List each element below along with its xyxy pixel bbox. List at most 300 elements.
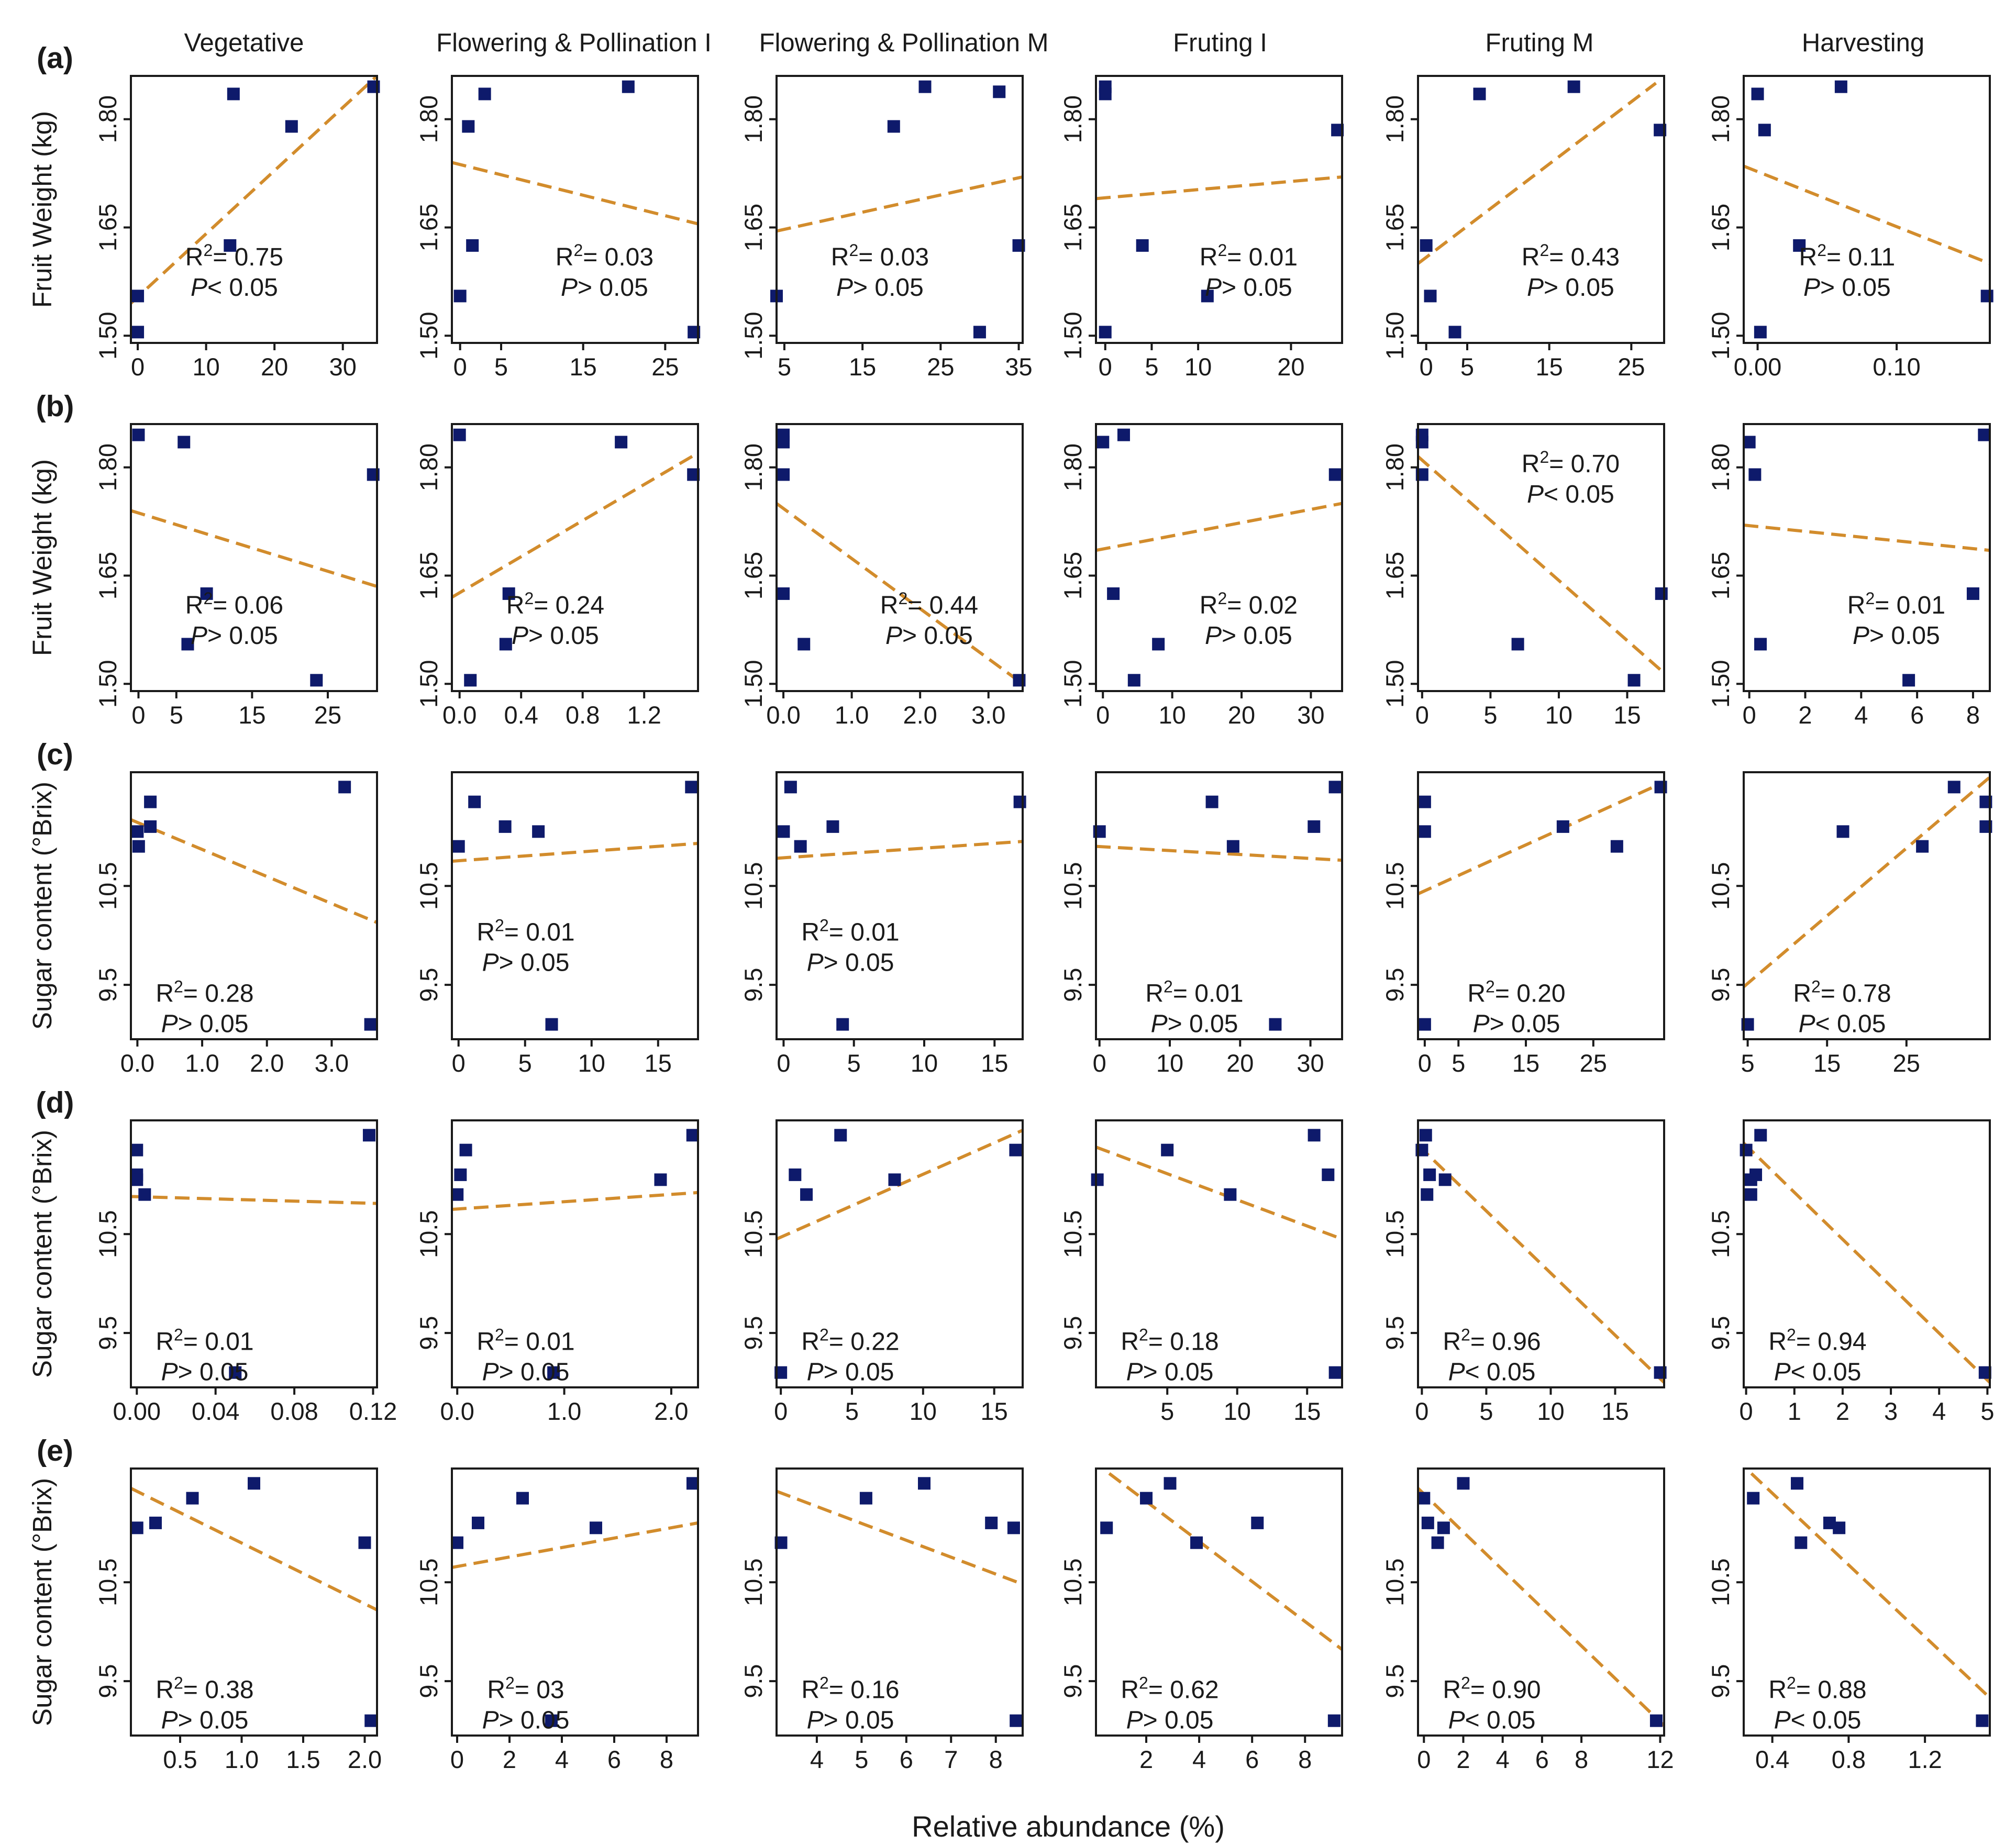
y-tick-label: 1.80 (94, 443, 121, 492)
y-tick-label: 1.65 (1707, 551, 1734, 600)
x-tick-label: 0 (1092, 1049, 1106, 1077)
x-tick-label: 2 (1139, 1745, 1154, 1773)
row-label: (a) (37, 41, 73, 75)
x-tick-label: 15 (1813, 1049, 1841, 1077)
x-tick-label: 0 (1739, 1397, 1753, 1425)
y-tick-label: 9.5 (415, 1664, 442, 1698)
panel-frame (1744, 76, 1990, 343)
y-tick-label: 10.5 (1381, 1210, 1409, 1258)
p-value-label: P> 0.05 (885, 622, 973, 650)
x-tick-label: 6 (607, 1745, 622, 1773)
data-point (144, 820, 157, 833)
p-value-label: P> 0.05 (1204, 622, 1292, 650)
data-point (794, 840, 807, 853)
data-point (363, 1129, 375, 1141)
regression-line (1744, 525, 1990, 550)
x-tick-label: 0.5 (163, 1745, 197, 1773)
r-squared-label: $R^2= 0.75$ (185, 241, 284, 272)
x-tick-label: 5 (1741, 1049, 1755, 1077)
x-tick-label: 15 (1512, 1049, 1540, 1077)
x-tick-label: 10 (1223, 1397, 1251, 1425)
p-value-label: P> 0.05 (190, 622, 278, 650)
data-point (1611, 840, 1623, 853)
x-tick-label: 5 (845, 1397, 859, 1425)
data-point (1308, 820, 1320, 833)
x-tick-label: 5 (1452, 1049, 1466, 1077)
x-tick-label: 15 (1613, 701, 1641, 729)
y-tick-label: 9.5 (1059, 968, 1087, 1002)
data-point (1224, 1188, 1236, 1201)
r-squared-label: $R^2= 0.01$ (477, 1325, 575, 1356)
x-tick-label: 0.10 (1873, 353, 1921, 381)
scatter-panel (415, 76, 700, 381)
y-tick-label: 10.5 (415, 1558, 442, 1606)
data-point (186, 1492, 199, 1505)
data-point (1981, 290, 1993, 302)
data-point (460, 1144, 472, 1156)
y-tick-label: 9.5 (415, 1316, 442, 1350)
r-squared-label: $R^2= 0.01$ (156, 1325, 254, 1356)
y-tick-label: 1.80 (1707, 95, 1734, 143)
x-tick-label: 4 (1932, 1397, 1946, 1425)
column-titles (184, 29, 1925, 57)
r-squared-label: $R^2= 0.78$ (1793, 977, 1891, 1008)
x-tick-label: 0.4 (504, 701, 538, 729)
x-tick-label: 30 (329, 353, 357, 381)
x-tick-label: 3.0 (971, 701, 1006, 729)
panel-frame (777, 76, 1023, 343)
x-tick-label: 15 (848, 353, 877, 381)
x-axis-label: Relative abundance (%) (912, 1810, 1225, 1843)
y-tick-label: 10.5 (1059, 1558, 1087, 1606)
data-point (464, 674, 477, 686)
scatter-panel (1059, 1469, 1342, 1773)
y-tick-label: 1.50 (94, 312, 121, 360)
data-point (777, 587, 790, 600)
y-tick-label: 10.5 (1059, 1210, 1087, 1258)
y-tick-label: 10.5 (1381, 1558, 1409, 1606)
regression-line (452, 1523, 698, 1567)
x-tick-label: 0 (1098, 353, 1112, 381)
p-value-label: P< 0.05 (1526, 480, 1614, 508)
r-squared-label: $R^2= 0.70$ (1521, 447, 1620, 478)
p-value-label: P> 0.05 (836, 274, 924, 302)
r-squared-label: $R^2= 0.06$ (185, 589, 284, 620)
p-value-label: P> 0.05 (482, 949, 570, 977)
x-tick-label: 7 (944, 1745, 958, 1773)
p-value-label: P< 0.05 (1448, 1358, 1536, 1386)
y-tick-label: 9.5 (1707, 968, 1734, 1002)
data-point (359, 1537, 371, 1549)
data-point (1745, 1188, 1757, 1201)
r-squared-label: $R^2= 0.94$ (1768, 1325, 1867, 1356)
row-label: (d) (36, 1086, 74, 1119)
x-tick-label: 0.0 (120, 1049, 155, 1077)
data-point (797, 638, 810, 650)
p-value-label: P< 0.05 (190, 274, 278, 302)
y-tick-label: 1.65 (94, 203, 121, 252)
scatter-panel (1707, 424, 1990, 729)
x-tick-label: 20 (261, 353, 289, 381)
data-point (144, 796, 157, 808)
y-tick-label: 1.80 (415, 443, 442, 492)
y-tick-label: 1.80 (1707, 443, 1734, 492)
r-squared-label: $R^2= 0.03$ (555, 241, 654, 272)
data-point (454, 1169, 467, 1181)
row-label: (c) (37, 738, 73, 771)
panel-frame (1096, 76, 1342, 343)
scatter-panel (415, 772, 698, 1077)
x-tick-label: 15 (644, 1049, 672, 1077)
x-tick-label: 0 (451, 1049, 466, 1077)
x-tick-label: 0.8 (566, 701, 600, 729)
scatter-panel (94, 424, 380, 729)
column-title: Harvesting (1801, 29, 1925, 57)
x-tick-label: 12 (1646, 1745, 1674, 1773)
y-axis-label: Fruit Weight (kg) (27, 111, 57, 308)
row-label: (b) (36, 390, 74, 423)
p-value-label: P> 0.05 (560, 274, 648, 302)
r-squared-label: $R^2= 0.01$ (801, 916, 900, 947)
x-tick-label: 25 (314, 701, 342, 729)
data-point (860, 1492, 872, 1505)
y-tick-label: 1.50 (94, 660, 121, 708)
y-tick-label: 10.5 (94, 862, 121, 910)
data-point (1568, 81, 1580, 93)
x-tick-label: 0.08 (270, 1397, 318, 1425)
data-point (1206, 796, 1219, 808)
y-tick-label: 1.80 (1381, 95, 1409, 143)
y-tick-label: 9.5 (739, 968, 767, 1002)
data-point (1835, 81, 1847, 93)
x-tick-label: 0 (1415, 1397, 1429, 1425)
y-tick-label: 1.65 (739, 551, 767, 600)
data-point (1328, 1715, 1341, 1727)
p-value-label: P> 0.05 (482, 1706, 570, 1734)
y-tick-label: 1.50 (1381, 312, 1409, 360)
scatter-panel (415, 1120, 699, 1425)
x-tick-label: 10 (1184, 353, 1212, 381)
x-tick-label: 2.0 (654, 1397, 689, 1425)
data-point (130, 1173, 143, 1186)
r-squared-label: $R^2= 0.01$ (1199, 241, 1298, 272)
data-point (1419, 1018, 1431, 1031)
data-point (622, 81, 635, 93)
data-point (1107, 587, 1120, 600)
data-point (338, 781, 351, 793)
x-tick-label: 8 (1298, 1745, 1312, 1773)
scatter-panel (1059, 772, 1342, 1077)
r-squared-label: $R^2= 0.62$ (1121, 1673, 1219, 1704)
y-tick-label: 9.5 (1381, 968, 1409, 1002)
y-tick-label: 1.65 (1059, 551, 1087, 600)
data-point (1417, 1492, 1430, 1505)
x-tick-label: 5 (855, 1745, 869, 1773)
scatter-panel (739, 772, 1026, 1077)
y-tick-label: 9.5 (94, 1316, 121, 1350)
scatter-panel (1059, 424, 1342, 729)
x-tick-label: 2.0 (347, 1745, 382, 1773)
x-tick-label: 0 (1417, 1745, 1431, 1773)
p-value-label: P> 0.05 (1150, 1010, 1238, 1038)
x-tick-label: 5 (777, 353, 791, 381)
r-squared-label: $R^2= 0.03$ (830, 241, 929, 272)
data-point (1557, 820, 1569, 833)
y-axis-labels (27, 111, 57, 1726)
data-point (453, 429, 466, 441)
r-squared-label: $R^2= 0.90$ (1443, 1673, 1541, 1704)
x-tick-label: 30 (1297, 701, 1325, 729)
scatter-panel (1707, 1120, 1994, 1425)
data-point (1747, 1492, 1759, 1505)
data-point (888, 1173, 901, 1186)
p-value-label: P< 0.05 (1774, 1358, 1862, 1386)
r-squared-label: $R^2= 0.88$ (1768, 1673, 1867, 1704)
y-tick-label: 1.65 (1381, 551, 1409, 600)
data-point (546, 1018, 558, 1031)
data-point (1437, 1521, 1450, 1534)
data-point (1948, 781, 1960, 793)
x-tick-label: 1.5 (286, 1745, 320, 1773)
data-point (1014, 796, 1026, 808)
data-point (1419, 825, 1431, 838)
y-tick-label: 1.80 (1059, 443, 1087, 492)
p-value-label: P> 0.05 (1126, 1358, 1214, 1386)
data-point (1152, 638, 1165, 650)
x-tick-label: 6 (1535, 1745, 1549, 1773)
x-tick-label: 5 (1460, 353, 1475, 381)
x-tick-label: 0 (1742, 701, 1756, 729)
x-tick-label: 20 (1227, 701, 1256, 729)
data-point (590, 1521, 602, 1534)
r-squared-label: $R^2= 0.28$ (156, 977, 254, 1008)
y-tick-label: 10.5 (1707, 1210, 1734, 1258)
y-tick-label: 1.50 (415, 312, 442, 360)
data-point (1791, 1477, 1803, 1489)
y-tick-label: 1.50 (1707, 312, 1734, 360)
y-tick-label: 1.80 (739, 443, 767, 492)
p-value-label: P> 0.05 (161, 1706, 249, 1734)
data-point (364, 1715, 377, 1727)
data-point (1269, 1018, 1281, 1031)
data-point (1091, 1173, 1104, 1186)
y-tick-label: 1.80 (739, 95, 767, 143)
data-point (800, 1188, 813, 1201)
y-tick-label: 10.5 (1707, 1558, 1734, 1606)
x-tick-label: 0 (131, 701, 146, 729)
data-point (364, 1018, 377, 1031)
data-point (1432, 1537, 1444, 1549)
data-point (132, 840, 145, 853)
p-value-label: P> 0.05 (806, 949, 894, 977)
scatter-panel (739, 424, 1025, 729)
data-point (1457, 1477, 1469, 1489)
x-tick-label: 8 (659, 1745, 674, 1773)
data-point (1007, 1521, 1020, 1534)
data-point (1749, 1169, 1762, 1181)
x-tick-label: 25 (651, 353, 679, 381)
data-point (310, 674, 323, 686)
y-tick-label: 9.5 (1059, 1664, 1087, 1698)
data-point (466, 239, 479, 252)
x-tick-label: 2 (1835, 1397, 1849, 1425)
p-value-label: P< 0.05 (1448, 1706, 1536, 1734)
p-value-label: P> 0.05 (1472, 1010, 1560, 1038)
panel-frame (452, 424, 698, 691)
data-point (132, 429, 145, 441)
column-title: Vegetative (184, 29, 304, 57)
data-point (131, 825, 143, 838)
data-point (1009, 1144, 1022, 1156)
y-tick-label: 10.5 (415, 1210, 442, 1258)
y-axis-label: Sugar content (°Brix) (27, 782, 57, 1030)
x-tick-label: 10 (1537, 1397, 1565, 1425)
regression-line (1096, 1147, 1342, 1239)
x-tick-label: 0.8 (1831, 1745, 1866, 1773)
data-point (1420, 1129, 1432, 1141)
x-tick-label: 15 (1535, 353, 1563, 381)
scatter-panel (1707, 1469, 1990, 1773)
data-point (1128, 674, 1140, 686)
x-tick-label: 10 (1156, 1049, 1184, 1077)
data-point (1420, 239, 1433, 252)
scatter-panel (739, 1469, 1023, 1773)
p-value-label: P> 0.05 (1126, 1706, 1214, 1734)
data-point (1628, 674, 1641, 686)
data-point (918, 81, 931, 93)
column-title: Flowering & Pollination M (759, 29, 1049, 57)
x-tick-label: 30 (1297, 1049, 1324, 1077)
x-tick-label: 6 (1910, 701, 1924, 729)
data-point (654, 1173, 667, 1186)
y-tick-label: 9.5 (1707, 1664, 1734, 1698)
data-point (149, 1517, 162, 1529)
x-tick-label: 8 (989, 1745, 1003, 1773)
regression-line (1418, 782, 1664, 894)
data-point (777, 468, 790, 481)
scatter-panel (94, 76, 380, 381)
y-tick-label: 9.5 (739, 1316, 767, 1350)
y-tick-label: 9.5 (739, 1664, 767, 1698)
data-point (1748, 468, 1761, 481)
scatter-panel (415, 424, 700, 729)
x-tick-label: 5 (1980, 1397, 1995, 1425)
data-point (1902, 674, 1915, 686)
x-tick-label: 8 (1575, 1745, 1589, 1773)
x-tick-label: 5 (169, 701, 183, 729)
x-tick-label: 2.0 (250, 1049, 284, 1077)
y-tick-label: 1.65 (1059, 203, 1087, 252)
y-tick-label: 1.65 (1707, 203, 1734, 252)
x-tick-label: 1.0 (834, 701, 869, 729)
r-squared-label: $R^2= 0.11$ (1799, 241, 1896, 272)
data-point (500, 638, 512, 650)
data-point (1916, 840, 1929, 853)
data-point (1758, 124, 1771, 136)
y-tick-label: 10.5 (94, 1558, 121, 1606)
x-tick-label: 25 (1618, 353, 1645, 381)
data-point (131, 326, 144, 338)
p-value-label: P> 0.05 (1803, 274, 1891, 302)
data-point (1164, 1477, 1177, 1489)
x-tick-label: 5 (1160, 1397, 1175, 1425)
y-tick-label: 9.5 (415, 968, 442, 1002)
y-tick-label: 1.65 (94, 551, 121, 600)
panel-frame (1096, 424, 1342, 691)
y-tick-label: 1.80 (1381, 443, 1409, 492)
x-tick-label: 5 (518, 1049, 532, 1077)
regression-line (131, 1196, 377, 1203)
data-point (973, 326, 986, 338)
data-point (1099, 87, 1112, 100)
x-tick-label: 1.2 (627, 701, 661, 729)
data-point (777, 825, 790, 838)
x-tick-label: 20 (1226, 1049, 1254, 1077)
y-tick-label: 10.5 (739, 1210, 767, 1258)
data-point (685, 781, 697, 793)
x-tick-label: 2 (1456, 1745, 1470, 1773)
scatter-panel (1381, 772, 1667, 1077)
y-tick-label: 1.80 (415, 95, 442, 143)
panel-frame (452, 772, 698, 1039)
scatter-panel (94, 1120, 397, 1425)
y-tick-label: 1.65 (1381, 203, 1409, 252)
x-tick-label: 0 (453, 353, 467, 381)
x-tick-label: 4 (810, 1745, 824, 1773)
regression-line (1418, 83, 1656, 264)
regression-line (777, 1491, 1023, 1584)
x-tick-label: 35 (1005, 353, 1033, 381)
panels (94, 76, 1994, 1773)
data-point (468, 796, 481, 808)
p-value-label: P> 0.05 (1852, 622, 1940, 650)
regression-line (131, 510, 377, 586)
data-point (1423, 1169, 1436, 1181)
data-point (1424, 290, 1437, 302)
x-tick-label: 4 (1854, 701, 1868, 729)
x-tick-label: 15 (1293, 1397, 1321, 1425)
data-point (789, 1169, 801, 1181)
data-point (131, 290, 144, 302)
data-point (479, 87, 491, 100)
scatter-panel (739, 1120, 1023, 1425)
x-tick-label: 2 (1798, 701, 1812, 729)
y-tick-label: 1.65 (739, 203, 767, 252)
y-tick-label: 1.80 (94, 95, 121, 143)
r-squared-label: $R^2= 0.02$ (1199, 589, 1298, 620)
data-point (1754, 1129, 1767, 1141)
data-point (1322, 1169, 1334, 1181)
data-point (499, 820, 512, 833)
regression-line (1096, 504, 1342, 551)
x-tick-label: 0 (130, 353, 145, 381)
data-point (1754, 326, 1767, 338)
data-point (1449, 326, 1461, 338)
data-point (472, 1517, 484, 1529)
x-tick-label: 5 (494, 353, 508, 381)
data-point (1421, 1188, 1433, 1201)
scatter-panel (1381, 76, 1666, 381)
data-point (1099, 326, 1112, 338)
x-tick-label: 0.00 (113, 1397, 161, 1425)
x-tick-label: 0.12 (349, 1397, 397, 1425)
scatter-panel (1381, 1120, 1667, 1425)
y-tick-label: 10.5 (1707, 862, 1734, 910)
panel-frame (1418, 76, 1664, 343)
data-point (777, 436, 790, 448)
scatter-panel (415, 1469, 699, 1773)
x-tick-label: 5 (1479, 1397, 1493, 1425)
